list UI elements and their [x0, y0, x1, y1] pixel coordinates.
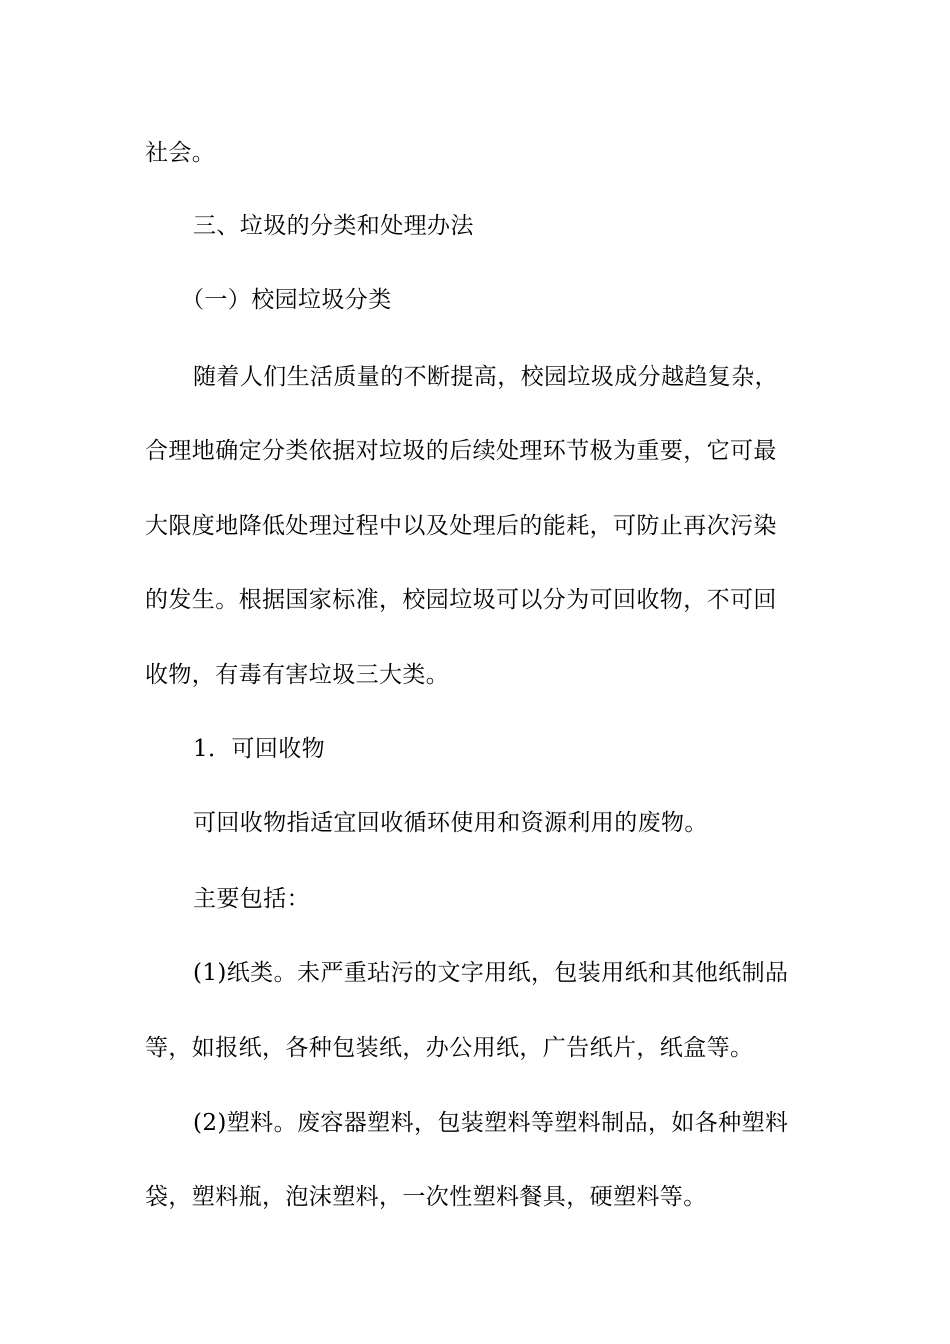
item-heading: 1．可回收物 [193, 736, 326, 762]
paragraph-line: 合理地确定分类依据对垃圾的后续处理环节极为重要，它可最 [145, 438, 777, 464]
paragraph-line: 可回收物指适宜回收循环使用和资源利用的废物。 [193, 810, 708, 836]
list-item-paper-cont: 等，如报纸，各种包装纸，办公用纸，广告纸片，纸盒等。 [145, 1035, 754, 1061]
subsection-heading: （一）校园垃圾分类 [181, 287, 392, 313]
paragraph-line: 大限度地降低处理过程中以及处理后的能耗，可防止再次污染 [145, 513, 777, 539]
paragraph-continuation: 社会。 [145, 140, 216, 166]
paragraph-line: 收物，有毒有害垃圾三大类。 [145, 662, 450, 688]
paragraph-line: 随着人们生活质量的不断提高，校园垃圾成分越趋复杂， [193, 364, 778, 390]
list-item-plastic: (2)塑料。废容器塑料，包装塑料等塑料制品，如各种塑料 [193, 1110, 789, 1136]
list-item-plastic-cont: 袋，塑料瓶，泡沫塑料，一次性塑料餐具，硬塑料等。 [145, 1184, 707, 1210]
list-item-paper: (1)纸类。未严重玷污的文字用纸，包装用纸和其他纸制品 [193, 960, 789, 986]
paragraph-line: 的发生。根据国家标准，校园垃圾可以分为可回收物，不可回 [145, 587, 777, 613]
paragraph-line: 主要包括： [193, 886, 310, 912]
section-heading: 三、垃圾的分类和处理办法 [193, 213, 474, 239]
